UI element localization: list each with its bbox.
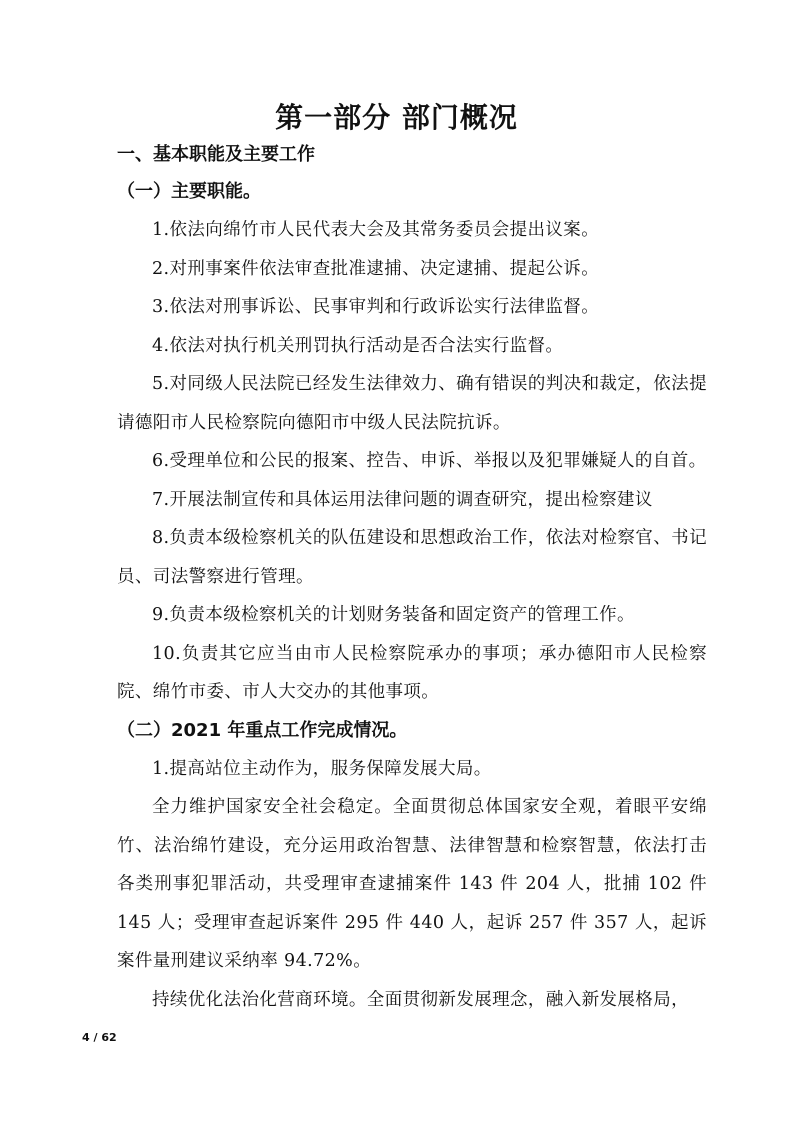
duty-item-6: 6.受理单位和公民的报案、控告、申诉、举报以及犯罪嫌疑人的自首。: [152, 451, 707, 471]
subsection-heading-duties: （一）主要职能。: [117, 181, 261, 202]
duty-item-10: 10.负责其它应当由市人民检察院承办的事项；承办德阳市人民检察院、绵竹市委、市人大交办的其他事项。: [117, 643, 707, 702]
duty-item-9: 9.负责本级检察机关的计划财务装备和固定资产的管理工作。: [152, 605, 635, 625]
duty-item-1: 1.依法向绵竹市人民代表大会及其常务委员会提出议案。: [152, 220, 600, 240]
duty-item-4: 4.依法对执行机关刑罚执行活动是否合法实行监督。: [152, 335, 564, 356]
page-title: 第一部分 部门概况: [275, 101, 518, 134]
work-paragraph-3: 持续优化法治化营商环境。全面贯彻新发展理念，融入新发展格局，: [152, 989, 689, 1010]
section-heading: 一、基本职能及主要工作: [117, 144, 315, 165]
duty-item-3: 3.依法对刑事诉讼、民事审判和行政诉讼实行法律监督。: [152, 297, 600, 317]
duty-item-8: 8.负责本级检察机关的队伍建设和思想政治工作，依法对检察官、书记员、司法警察进行管理。: [117, 528, 707, 587]
subsection-heading-2021-work: （二）2021 年重点工作完成情况。: [117, 719, 408, 741]
work-paragraph-1: 1.提高站位主动作为，服务保障发展大局。: [152, 758, 492, 779]
duty-item-7: 7.开展法制宣传和具体运用法律问题的调查研究，提出检察建议: [152, 489, 653, 510]
work-paragraph-2: 全力维护国家安全社会稳定。全面贯彻总体国家安全观，着眼平安绵竹、法治绵竹建设，充分运用政治智慧、法律智慧和检察智慧，依法打击各类刑事犯罪活动，共受理审查逮捕案件 143 件 204 人，批捕 102 件 145 人；受理审查起诉案件 295 件 440 人，起诉 257 件 357 人，起诉案件量刑建议采纳率 94.72%。: [117, 797, 707, 971]
document-body: [117, 137, 707, 1019]
duty-item-2: 2.对刑事案件依法审查批准逮捕、决定逮捕、提起公诉。: [152, 258, 600, 279]
page-number: 4 / 62: [82, 1031, 117, 1044]
duty-item-5: 5.对同级人民法院已经发生法律效力、确有错误的判决和裁定，依法提请德阳市人民检察院向德阳市中级人民法院抗诉。: [117, 374, 707, 433]
